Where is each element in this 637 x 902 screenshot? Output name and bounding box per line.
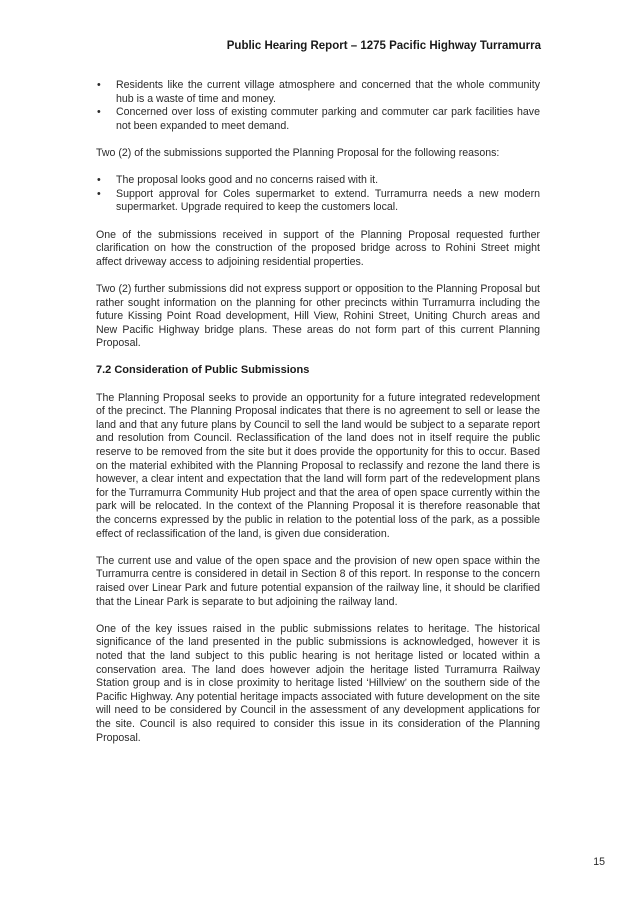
paragraph-open-space: The current use and value of the open space and the provision of new open space within the Turramurra centre is considered in detail in Section 8 of this report. In response to the concern raised over Linear Park and future potential expansion of the railway line, it should be clarified that the Linear Park is separate to but adjoining the railway land. <box>96 554 540 608</box>
list-item-text: Concerned over loss of existing commuter parking and commuter car park facilities have not been expanded to meet demand. <box>116 106 540 132</box>
page-header-title: Public Hearing Report – 1275 Pacific Highway Turramurra <box>226 40 541 52</box>
bullet-icon: • <box>97 174 101 187</box>
list-item-text: The proposal looks good and no concerns raised with it. <box>116 174 379 187</box>
bullet-icon: • <box>97 106 101 119</box>
bullet-list-support <box>96 174 540 215</box>
bullet-list-concerns <box>96 79 540 133</box>
section-heading: 7.2 Consideration of Public Submissions <box>96 364 310 377</box>
paragraph-support-intro: Two (2) of the submissions supported the Planning Proposal for the following reasons: <box>96 146 500 159</box>
paragraph-clarification: One of the submissions received in support of the Planning Proposal requested further clarification on how the construction of the proposed bridge across to Rohini Street might affect driveway access to adjoining residential properties. <box>96 228 540 268</box>
list-item-text: Residents like the current village atmosphere and concerned that the whole community hub is a waste of time and money. <box>116 79 540 105</box>
report-body <box>96 79 540 759</box>
list-item <box>96 188 540 215</box>
list-item-text: Support approval for Coles supermarket to extend. Turramurra needs a new modern supermarket. Upgrade required to keep the customers local. <box>116 187 540 214</box>
paragraph-further-submissions: Two (2) further submissions did not express support or opposition to the Planning Proposal but rather sought information on the planning for other precincts within Turramurra including the future Kissing Point Road development, Hill View, Rohini Street, Uniting Church areas and New Pacific Highway bridge plans. These areas do not form part of this current Planning Proposal. <box>96 282 540 350</box>
list-item <box>96 79 540 106</box>
paragraph-consideration: The Planning Proposal seeks to provide an opportunity for a future integrated redevelopment of the precinct. The Planning Proposal indicates that there is no agreement to sell or lease the land and that any future plans by Council to sell the land would be subject to a separate report and resolution from Council. Reclassification of the land does not in itself require the public reserve to be removed from the site but it does provide the opportunity for this to occur. Based on the material exhibited with the Planning Proposal to reclassify and rezone the land there is however, a clear intent and expectation that the land will form part of the redevelopment plans for the Turramurra Community Hub project and that the area of open space currently within the park will be relocated. In the context of the Planning Proposal it is therefore reasonable that the concerns expressed by the public in relation to the potential loss of the park, as a possible effect of reclassification of the land, is given due consideration. <box>96 391 540 540</box>
page-number: 15 <box>593 856 605 868</box>
list-item <box>96 106 540 133</box>
paragraph-heritage: One of the key issues raised in the public submissions relates to heritage. The historical significance of the land presented in the public submissions is acknowledged, however it is noted that the land subject to this public hearing is not heritage listed or located within a conservation area. The land does however adjoin the heritage listed Turramurra Railway Station group and is in close proximity to heritage listed ‘Hillview’ on the southern side of the Pacific Highway. Any potential heritage impacts associated with future development on the site will need to be considered by Council in the assessment of any development applications for the site. Council is also required to consider this issue in its consideration of the Planning Proposal. <box>96 622 540 744</box>
list-item <box>96 174 540 188</box>
bullet-icon: • <box>97 79 101 91</box>
bullet-icon: • <box>97 187 101 200</box>
